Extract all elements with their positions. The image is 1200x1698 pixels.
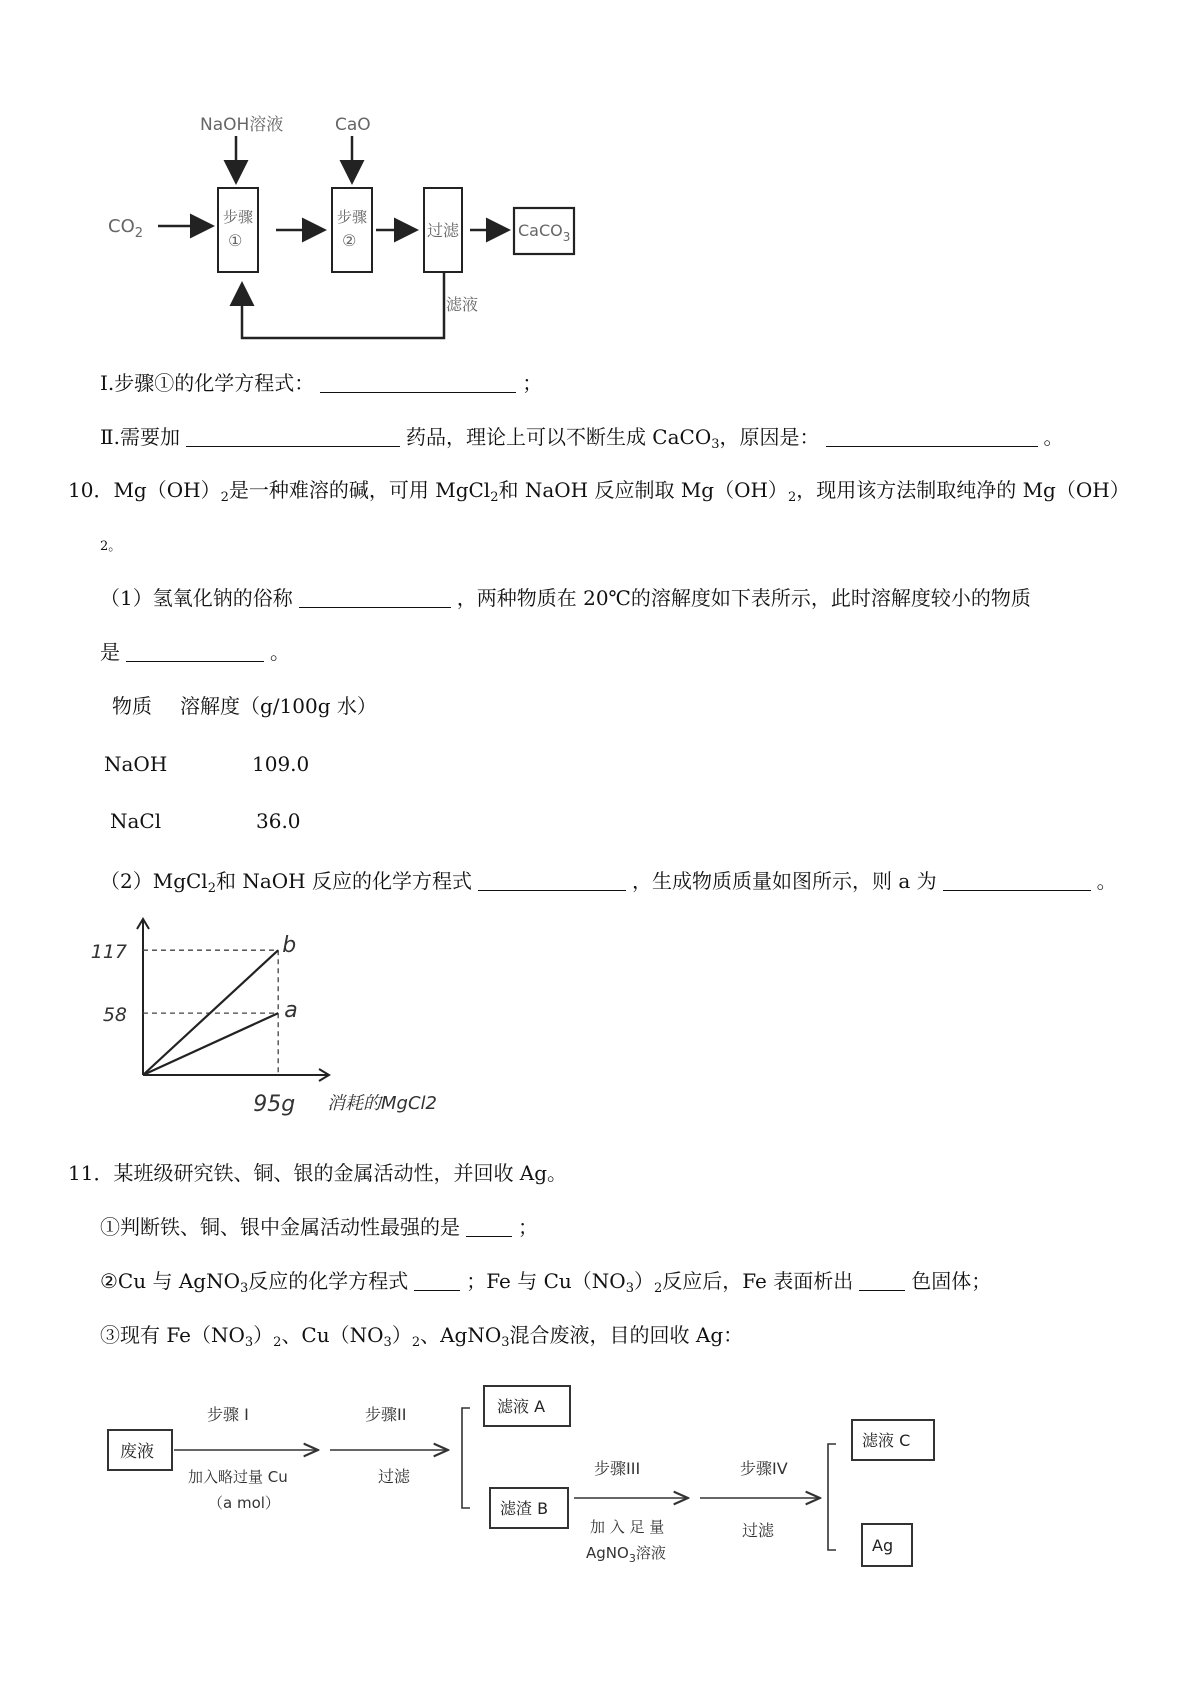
q11-s2-blank-2[interactable] xyxy=(859,1270,905,1291)
q10-part2: （2）MgCl$_2$和 NaOH 反应的化学方程式 ，生成物质质量如图所示，则 a 为 。 xyxy=(100,869,1117,896)
flow2-step4-filter: 过滤 xyxy=(742,1521,775,1540)
chart-x-axis-label: 消耗的MgCl2 xyxy=(327,1093,437,1114)
q11-s1-blank[interactable] xyxy=(466,1216,512,1237)
chart-series-a-label: a xyxy=(284,998,298,1024)
flow-diagram-silver-recovery xyxy=(0,1370,960,1600)
flow2-step2-label: 步骤II xyxy=(365,1405,407,1424)
q9-ii-blank-1[interactable] xyxy=(186,426,400,447)
q9-part-ii: Ⅱ.需要加 药品，理论上可以不断生成 CaCO$_3$，原因是： 。 xyxy=(100,425,1064,452)
solubility-row-nacl-value: 36.0 xyxy=(256,809,301,833)
flow2-step2-filter: 过滤 xyxy=(378,1467,411,1486)
flow1-step2-label: 步骤 xyxy=(337,208,368,226)
flow2-split-bracket-1 xyxy=(462,1408,470,1508)
flow1-step1-label: 步骤 xyxy=(223,208,254,226)
q9-part-i: Ⅰ.步骤①的化学方程式： ； xyxy=(100,371,543,395)
q10-p2-blank-2[interactable] xyxy=(943,870,1091,891)
flow1-filtrate-label: 滤液 xyxy=(446,295,479,314)
flow-diagram-co2 xyxy=(0,110,620,350)
solubility-table-header-substance: 物质 xyxy=(112,694,152,718)
q10-p1-blank-2[interactable] xyxy=(126,641,264,662)
flow2-step3-agno3: AgNO$_3$溶液 xyxy=(586,1544,666,1565)
chart-y-tick-117: 117 xyxy=(90,941,127,964)
flow2-step3-label: 步骤III xyxy=(594,1459,641,1478)
flow2-step1-label: 步骤 I xyxy=(207,1405,249,1424)
flow1-filter-label: 过滤 xyxy=(427,221,460,240)
flow1-step1-box xyxy=(218,188,258,272)
flow2-step1-amount: （a mol） xyxy=(208,1494,280,1512)
flow1-step2-box xyxy=(332,188,372,272)
q10-p1-blank-1[interactable] xyxy=(299,587,451,608)
flow1-step2-num: ② xyxy=(342,231,357,250)
chart-series-a-line xyxy=(143,1013,278,1075)
q11-sub1: ①判断铁、铜、银中金属活动性最强的是 ； xyxy=(100,1215,538,1239)
solubility-row-nacl-substance: NaCl xyxy=(110,809,162,833)
q10-stem: 10．$Mg(OH)_2$是一种难溶的碱，可用 MgCl$_2$和 NaOH 反应制取 $Mg(OH)_2$，现用该方法制取纯净的 Mg（OH） xyxy=(68,478,1130,505)
q11-sub2: ②Cu 与 AgNO$_3$反应的化学方程式 ；Fe 与 $Cu(NO_3)_2$反应后，Fe 表面析出 色固体； xyxy=(100,1269,992,1296)
chart-series-b-label: b xyxy=(282,933,297,959)
q9-i-blank[interactable] xyxy=(320,372,516,393)
chart-y-tick-58: 58 xyxy=(102,1004,127,1027)
flow2-split-bracket-2 xyxy=(828,1444,836,1550)
flow2-waste-label: 废液 xyxy=(120,1442,154,1462)
q11-s2-blank-1[interactable] xyxy=(414,1270,460,1291)
q10-p2-blank-1[interactable] xyxy=(478,870,626,891)
flow1-naoh-label: NaOH溶液 xyxy=(200,115,284,135)
flow1-recycle-arrow xyxy=(242,272,444,338)
flow2-step1-reagent: 加入略过量 Cu xyxy=(188,1468,288,1486)
flow2-step3-reagent: 加 入 足 量 xyxy=(590,1518,665,1536)
flow2-ag-label: Ag xyxy=(872,1536,894,1555)
q9-ii-blank-2[interactable] xyxy=(826,426,1038,447)
flow2-filtrate-c-label: 滤液 C xyxy=(862,1431,911,1450)
solubility-row-naoh-value: 109.0 xyxy=(252,752,310,776)
q11-sub3: ③现有 $Fe(NO_3)_2$、$Cu(NO_3)_2$、AgNO$_3$混合废液，目的回收 Ag： xyxy=(100,1323,744,1350)
solubility-table-header-solubility: 溶解度（g/100g 水） xyxy=(180,694,377,718)
flow2-step4-label: 步骤IV xyxy=(740,1459,788,1478)
q10-part1-line2: 是 。 xyxy=(100,640,290,664)
solubility-row-naoh-substance: NaOH xyxy=(104,752,168,776)
flow2-residue-b-label: 滤渣 B xyxy=(500,1499,549,1518)
flow1-co2-label: $CO_2$ xyxy=(108,216,144,241)
q10-part1-line1: （1）氢氧化钠的俗称 ，两种物质在 20℃的溶解度如下表所示，此时溶解度较小的物质 xyxy=(100,586,1031,610)
flow1-caco3-label: CaCO$_3$ xyxy=(518,221,571,244)
q11-stem: 11．某班级研究铁、铜、银的金属活动性，并回收 Ag。 xyxy=(68,1161,568,1185)
flow1-step1-num: ① xyxy=(228,231,243,250)
flow1-cao-label: CaO xyxy=(335,115,371,135)
q10-stem-cont: 2。 xyxy=(100,539,122,554)
flow2-filtrate-a-label: 滤液 A xyxy=(497,1397,546,1416)
chart-x-tick-95g: 95g xyxy=(253,1092,296,1117)
mass-chart xyxy=(90,915,455,1125)
